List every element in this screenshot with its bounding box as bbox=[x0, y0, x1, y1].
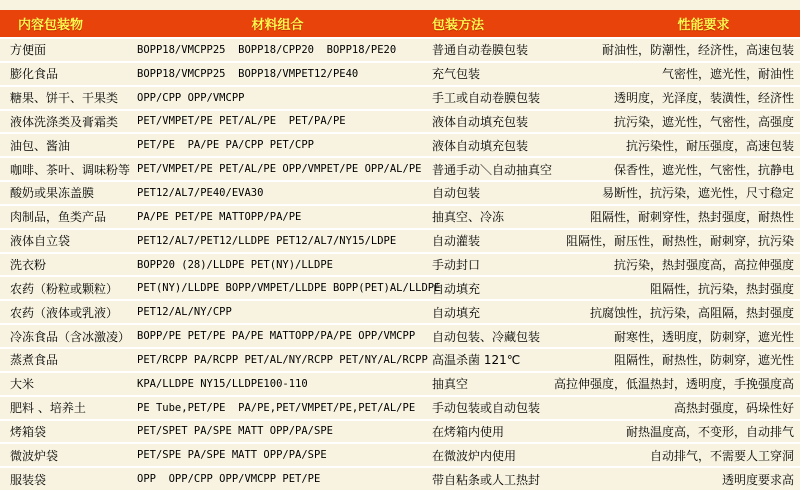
item-cell: 大米 bbox=[10, 377, 35, 392]
requirements-cell: 保香性，遮光性，气密性，抗静电 bbox=[613, 162, 794, 177]
requirements-cell: 抗污染，遮光性，气密性，高强度 bbox=[613, 114, 794, 129]
materials-cell: OPP OPP/CPP OPP/VMCPP PET/PE bbox=[137, 473, 321, 486]
column-header-item: 内容包装物 bbox=[18, 18, 84, 33]
requirements-cell: 抗腐蚀性，抗污染，高阻隔，热封强度 bbox=[589, 305, 794, 320]
materials-cell: BOPP20 (28)/LLDPE PET(NY)/LLDPE bbox=[137, 258, 333, 271]
method-cell: 液体自动填充包装 bbox=[432, 138, 529, 153]
materials-cell: PET12/AL7/PET12/LLDPE PET12/AL7/NY15/LDPE bbox=[137, 234, 397, 247]
requirements-cell: 高拉伸强度，低温热封，透明度，手挽强度高 bbox=[553, 377, 794, 392]
item-cell: 油包、酱油 bbox=[10, 138, 71, 153]
item-cell: 微波炉袋 bbox=[10, 448, 59, 463]
table-row bbox=[0, 204, 800, 228]
table-row bbox=[0, 252, 800, 276]
method-cell: 手工或自动卷膜包装 bbox=[432, 91, 541, 106]
item-cell: 糖果、饼干、干果类 bbox=[10, 91, 119, 106]
table-row bbox=[0, 228, 800, 252]
requirements-cell: 阻隔性，耐热性，防刺穿，遮光性 bbox=[613, 353, 794, 368]
item-cell: 农药（粉粒或颗粒） bbox=[10, 281, 119, 296]
requirements-cell: 耐寒性，透明度，防刺穿，遮光性 bbox=[613, 329, 794, 344]
requirements-cell: 易断性，抗污染，遮光性，尺寸稳定 bbox=[601, 186, 794, 201]
requirements-cell: 耐油性，防潮性，经济性，高速包装 bbox=[601, 43, 794, 58]
method-cell: 高温杀菌 121℃ bbox=[432, 353, 521, 368]
table-row bbox=[0, 371, 800, 395]
requirements-cell: 阻隔性，耐刺穿性，热封强度，耐热性 bbox=[589, 210, 794, 225]
column-header-requirements: 性能要求 bbox=[677, 18, 730, 33]
item-cell: 液体洗涤类及膏霜类 bbox=[10, 114, 119, 129]
materials-cell: PET/PE PA/PE PA/CPP PET/CPP bbox=[137, 139, 315, 152]
requirements-cell: 透明度，光泽度，装潢性，经济性 bbox=[613, 91, 794, 106]
method-cell: 普通手动＼自动抽真空 bbox=[432, 162, 553, 177]
requirements-cell: 高热封强度，码垛性好 bbox=[673, 401, 794, 416]
table-row bbox=[0, 85, 800, 109]
materials-cell: PET/VMPET/PE PET/AL/PE PET/PA/PE bbox=[137, 115, 346, 128]
materials-cell: PET(NY)/LLDPE BOPP/VMPET/LLDPE BOPP(PET)AL/LLDPE bbox=[137, 282, 441, 295]
method-cell: 手动包装或自动包装 bbox=[432, 401, 541, 416]
item-cell: 咖啡、茶叶、调味粉等 bbox=[10, 162, 131, 177]
requirements-cell: 阻隔性，耐压性，耐热性，耐刺穿，抗污染 bbox=[565, 234, 794, 249]
item-cell: 农药（液体或乳液） bbox=[10, 305, 119, 320]
column-header-method: 包装方法 bbox=[432, 18, 485, 33]
table-row bbox=[0, 61, 800, 85]
materials-cell: PE Tube,PET/PE PA/PE,PET/VMPET/PE,PET/AL/PE bbox=[137, 401, 416, 414]
table-body bbox=[0, 37, 800, 490]
method-cell: 抽真空 bbox=[432, 377, 469, 392]
requirements-cell: 透明度要求高 bbox=[721, 472, 794, 487]
table-row bbox=[0, 180, 800, 204]
materials-cell: OPP/CPP OPP/VMCPP bbox=[137, 91, 245, 104]
method-cell: 自动包装、冷藏包装 bbox=[432, 329, 541, 344]
method-cell: 带自粘条或人工热封 bbox=[432, 472, 541, 487]
item-cell: 烤箱袋 bbox=[10, 424, 47, 439]
table-row bbox=[0, 466, 800, 490]
method-cell: 在微波炉内使用 bbox=[432, 448, 517, 463]
table-row bbox=[0, 156, 800, 180]
materials-cell: KPA/LLDPE NY15/LLDPE100-110 bbox=[137, 377, 308, 390]
item-cell: 洗衣粉 bbox=[10, 258, 47, 273]
materials-cell: BOPP18/VMCPP25 BOPP18/VMPET12/PE40 bbox=[137, 67, 359, 80]
requirements-cell: 耐热温度高，不变形，自动排气 bbox=[625, 424, 794, 439]
materials-cell: PET/SPE PA/SPE MATT OPP/PA/SPE bbox=[137, 449, 327, 462]
materials-cell: PET/RCPP PA/RCPP PET/AL/NY/RCPP PET/NY/AL/RCPP bbox=[137, 353, 428, 366]
method-cell: 自动包装 bbox=[432, 186, 481, 201]
table-row bbox=[0, 132, 800, 156]
materials-cell: BOPP/PE PET/PE PA/PE MATTOPP/PA/PE OPP/VMCPP bbox=[137, 330, 416, 343]
materials-cell: BOPP18/VMCPP25 BOPP18/CPP20 BOPP18/PE20 bbox=[137, 43, 397, 56]
method-cell: 自动填充 bbox=[432, 281, 481, 296]
item-cell: 蒸煮食品 bbox=[10, 353, 59, 368]
requirements-cell: 抗污染，热封强度高，高拉伸强度 bbox=[613, 258, 794, 273]
method-cell: 手动封口 bbox=[432, 258, 481, 273]
requirements-cell: 自动排气，不需要人工穿洞 bbox=[649, 448, 794, 463]
table-row bbox=[0, 442, 800, 466]
table-row bbox=[0, 299, 800, 323]
item-cell: 服装袋 bbox=[10, 472, 47, 487]
top-margin-strip bbox=[0, 0, 800, 10]
method-cell: 充气包装 bbox=[432, 67, 481, 82]
table-row bbox=[0, 347, 800, 371]
requirements-cell: 气密性，遮光性，耐油性 bbox=[661, 67, 794, 82]
materials-cell: PA/PE PET/PE MATTOPP/PA/PE bbox=[137, 210, 302, 223]
table-row bbox=[0, 109, 800, 133]
method-cell: 抽真空、冷冻 bbox=[432, 210, 505, 225]
method-cell: 普通自动卷膜包装 bbox=[432, 43, 529, 58]
materials-cell: PET12/AL7/PE40/EVA30 bbox=[137, 186, 264, 199]
item-cell: 液体自立袋 bbox=[10, 234, 71, 249]
method-cell: 液体自动填充包装 bbox=[432, 114, 529, 129]
method-cell: 在烤箱内使用 bbox=[432, 424, 505, 439]
requirements-cell: 抗污染性，耐压强度，高速包装 bbox=[625, 138, 794, 153]
item-cell: 酸奶或果冻盖膜 bbox=[10, 186, 95, 201]
table-row bbox=[0, 37, 800, 61]
item-cell: 方便面 bbox=[10, 43, 47, 58]
method-cell: 自动灌装 bbox=[432, 234, 481, 249]
materials-cell: PET12/AL/NY/CPP bbox=[137, 306, 232, 319]
requirements-cell: 阻隔性，抗污染，热封强度 bbox=[649, 281, 794, 296]
item-cell: 膨化食品 bbox=[10, 67, 59, 82]
materials-cell: PET/VMPET/PE PET/AL/PE OPP/VMPET/PE OPP/AL/PE bbox=[137, 163, 422, 176]
materials-cell: PET/SPET PA/SPE MATT OPP/PA/SPE bbox=[137, 425, 333, 438]
table-row bbox=[0, 275, 800, 299]
item-cell: 肥料 、培养土 bbox=[10, 401, 86, 416]
column-header-materials: 材料组合 bbox=[251, 18, 304, 33]
method-cell: 自动填充 bbox=[432, 305, 481, 320]
table-row bbox=[0, 395, 800, 419]
table-row bbox=[0, 419, 800, 443]
table-row bbox=[0, 323, 800, 347]
table-header bbox=[0, 10, 800, 37]
item-cell: 冷冻食品（含冰激凌） bbox=[10, 329, 131, 344]
item-cell: 肉制品，鱼类产品 bbox=[10, 210, 107, 225]
